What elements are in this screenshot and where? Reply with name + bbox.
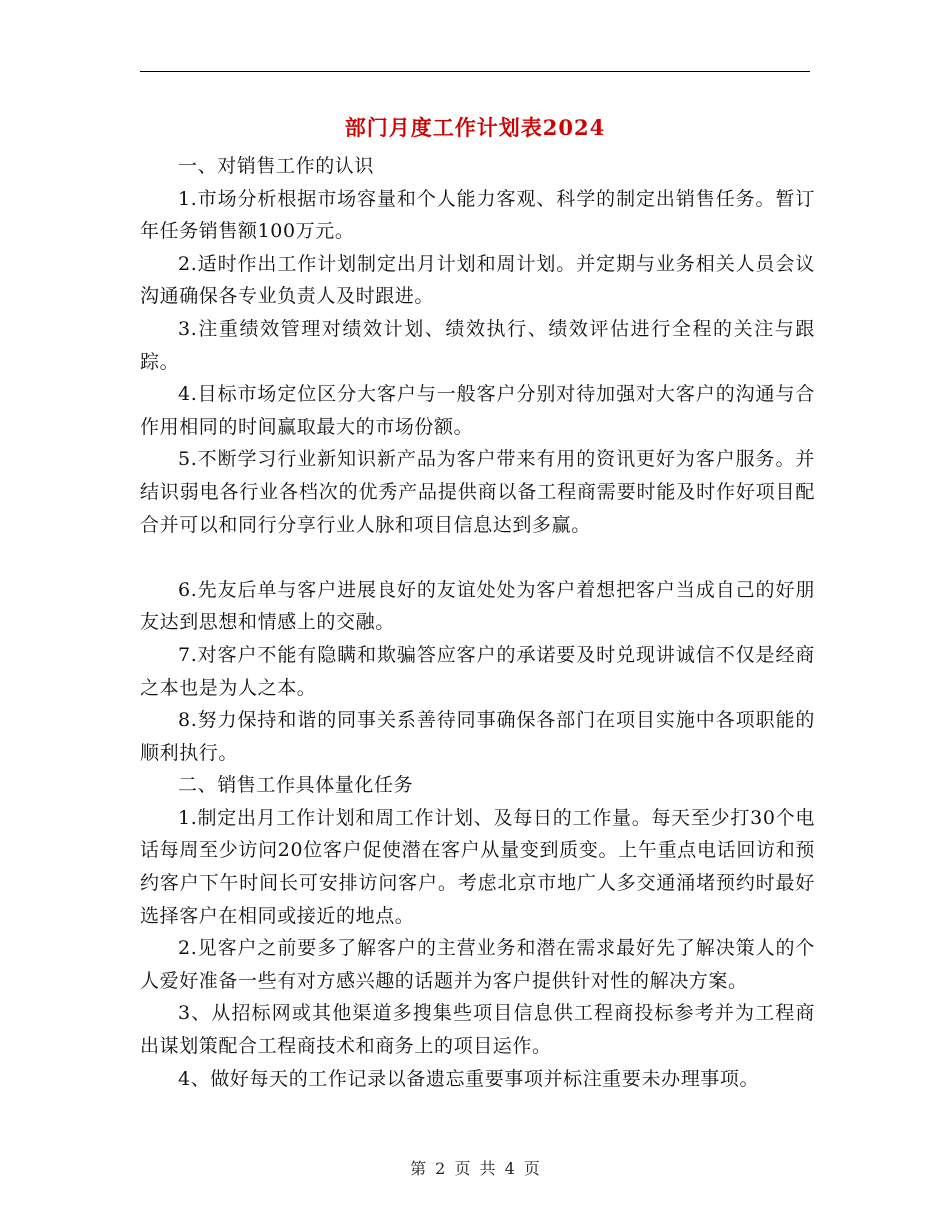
paragraph-2-1: 1.制定出月工作计划和周工作计划、及每日的工作量。每天至少打30个电话每周至少访问20位客户促使潜在客户从量变到质变。上午重点电话回访和预约客户下午时间长可安排访问客户。考虑北京市地广人多交通涌堵预约时最好选择客户在相同或接近的地点。 <box>140 806 815 927</box>
paragraph-1-7: 7.对客户不能有隐瞒和欺骗答应客户的承诺要及时兑现讲诚信不仅是经商之本也是为人之本。 <box>140 643 815 699</box>
paragraph-1-5: 5.不断学习行业新知识新产品为客户带来有用的资讯更好为客户服务。并结识弱电各行业各档次的优秀产品提供商以备工程商需要时能及时作好项目配合并可以和同行分享行业人脉和项目信息达到多赢。 <box>140 448 815 536</box>
paragraph-1-4: 4.目标市场定位区分大客户与一般客户分别对待加强对大客户的沟通与合作用相同的时间赢取最大的市场份额。 <box>140 383 815 438</box>
header-rule <box>140 71 810 72</box>
document-title: 部门月度工作计划表2024 <box>344 115 606 140</box>
page-number: 第 2 页 共 4 页 <box>410 1159 540 1178</box>
paragraph-2-4: 4、做好每天的工作记录以备遗忘重要事项并标注重要未办理事项。 <box>178 1067 760 1090</box>
section-heading-1: 一、对销售工作的认识 <box>178 155 375 177</box>
paragraph-1-6: 6.先友后单与客户进展良好的友谊处处为客户着想把客户当成自己的好朋友达到思想和情感上的交融。 <box>140 578 815 634</box>
section-heading-2: 二、销售工作具体量化任务 <box>178 774 414 797</box>
paragraph-1-3: 3.注重绩效管理对绩效计划、绩效执行、绩效评估进行全程的关注与跟踪。 <box>140 317 815 373</box>
paragraph-2-2: 2.见客户之前要多了解客户的主营业务和潜在需求最好先了解决策人的个人爱好准备一些有对方感兴趣的话题并为客户提供针对性的解决方案。 <box>140 937 815 992</box>
paragraph-1-8: 8.努力保持和谐的同事关系善待同事确保各部门在项目实施中各项职能的顺利执行。 <box>140 709 815 764</box>
paragraph-1-2: 2.适时作出工作计划制定出月计划和周计划。并定期与业务相关人员会议沟通确保各专业负责人及时跟进。 <box>140 252 815 308</box>
document-body <box>140 150 815 1095</box>
paragraph-2-3: 3、从招标网或其他渠道多搜集些项目信息供工程商投标参考并为工程商出谋划策配合工程商技术和商务上的项目运作。 <box>140 1002 815 1058</box>
paragraph-1-1: 1.市场分析根据市场容量和个人能力客观、科学的制定出销售任务。暂订年任务销售额100万元。 <box>140 187 815 243</box>
